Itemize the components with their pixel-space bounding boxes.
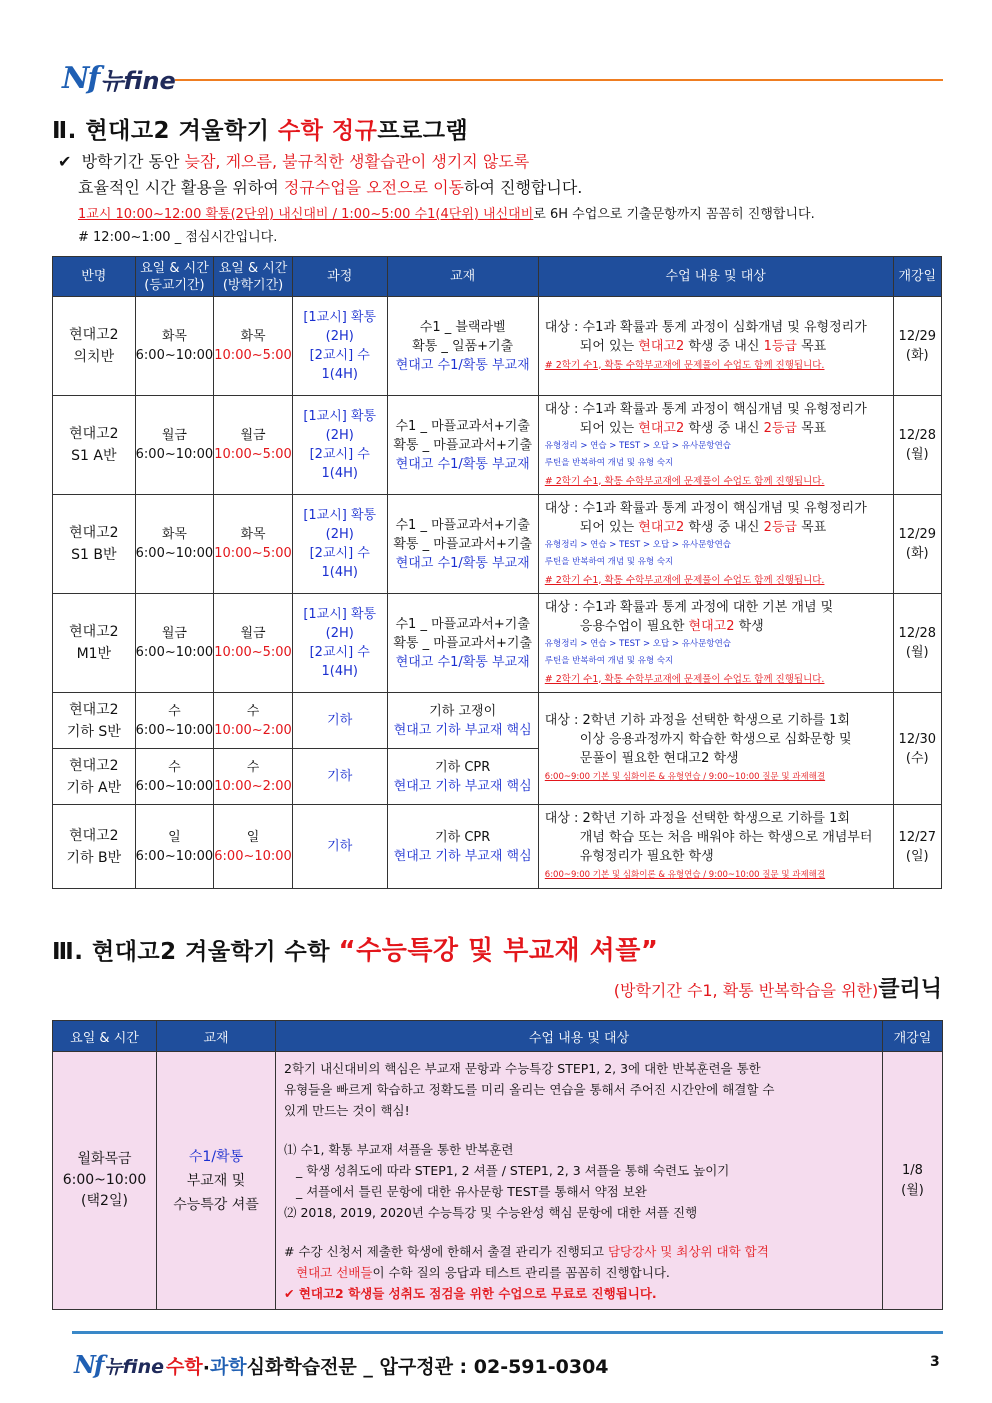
col-start: 개강일 [883, 1021, 943, 1052]
section2-title: Ⅱ. 현대고2 겨울학기 수학 정규프로그램 [52, 118, 469, 144]
table-row: 현대고2 기하 S반 수 6:00~10:00 수 10:00~2:00 기하 기하 고쟁이 현대고 기하 부교재 핵심 대상 : 2학년 기하 과정을 선택한 학생으로 기하를 1회 이상 응용과정까지 학습한 학생으로 심화문항 및 문풀이 필요한 현대고2 학생 6:00~9:00 기본 및 심화이론 & 유형연습 / 9:00~10:00 질문 및 과제해결 12/30 (수) [53, 693, 942, 749]
col-start: 개강일 [893, 257, 941, 297]
footer-text: 심화학습전문 _ 압구정관 : 02-591-0304 [246, 1356, 609, 1378]
col-time: 요일 & 시간 [53, 1021, 157, 1052]
footer-dot: · [202, 1357, 210, 1379]
section2-line1: ✔ 방학기간 동안 늦잠, 게으름, 불규칙한 생활습관이 생기지 않도록 [58, 152, 530, 171]
section2-line4: # 12:00~1:00 _ 점심시간입니다. [78, 230, 278, 245]
table-row: 현대고2 S1 B반 화목 6:00~10:00 화목 10:00~5:00 [1교시] 확통(2H) [2교시] 수1(4H) 수1 _ 마플교과서+기출 확통 _ 마플교과서+기출 현대고 수1/확통 부교재 대상 : 수1과 확률과 통계 과정이 핵심개념 및 유형정리가 되어 있는 현대고2 학생 중 내신 2등급 목표 유형정리 > 연습 > TEST > 오답 > 유사문항연습 루틴을 반복하여 개념 및 유형 숙지 # 2학기 수1, 확통 수학부교재에 문제풀이 수업도 함께 진행됩니다. 12/29 (화) [53, 495, 942, 594]
table-row: 현대고2 M1반 월금 6:00~10:00 월금 10:00~5:00 [1교시] 확통(2H) [2교시] 수1(4H) 수1 _ 마플교과서+기출 확통 _ 마플교과서+기출 현대고 수1/확통 부교재 대상 : 수1과 확률과 통계 과정에 대한 기본 개념 및 응용수업이 필요한 현대고2 학생 유형정리 > 연습 > TEST > 오답 > 유사문항연습 루틴을 반복하여 개념 및 유형 숙지 # 2학기 수1, 확통 수학부교재에 문제풀이 수업도 함께 진행됩니다. 12/28 (월) [53, 594, 942, 693]
col-vacation-time: 요일 & 시간 (방학기간) [214, 257, 293, 297]
table-header [53, 257, 942, 297]
section3-title: Ⅲ. 현대고2 겨울학기 수학 “수능특강 및 부교재 셔플” [52, 936, 659, 966]
table-row: 월화목금 6:00~10:00 (택2일) 수1/확통 부교재 및 수능특강 셔플 2학기 내신대비의 핵심은 부교재 문항과 수능특강 STEP1, 2, 3에 대한 반복훈련을 통한 유형들을 빠르게 학습하고 정확도를 미리 올리는 연습을 통해서 주어진 시간안에 해결할 수 있게 만드는 것이 핵심! ⑴ 수1, 확통 부교재 셔플을 통한 반복훈련 _ 학생 성취도에 따라 STEP1, 2 셔플 / STEP1, 2, 3 셔플을 통해 숙련도 높이기 _ 셔플에서 틀린 문항에 대한 유사문항 TEST를 통해서 약점 보완 ⑵ 2018, 2019, 2020년 수능특강 및 수능완성 핵심 문항에 대한 셔플 진행 # 수강 신청서 제출한 학생에 한해서 출결 관리가 진행되고 담당강사 및 최상위 대학 합격 현대고 선배들이 수학 질의 응답과 테스트 관리를 꼼꼼히 진행합니다. ✔ 현대고2 학생들 성취도 점검을 위한 수업으로 무료로 진행됩니다. 1/8 (월) [53, 1052, 943, 1310]
footer-rule [72, 1331, 943, 1334]
header-rule [175, 79, 943, 81]
footer [74, 1350, 609, 1379]
page-number: 3 [930, 1354, 940, 1370]
table-row: 현대고2 기하 B반 일 6:00~10:00 일 6:00~10:00 기하 기하 CPR 현대고 기하 부교재 핵심 대상 : 2학년 기하 과정을 선택한 학생으로 기하를 1회 개념 학습 또는 처음 배워야 하는 학생으로 개념부터 유형정리가 필요한 학생 6:00~9:00 기본 및 심화이론 & 유형연습 / 9:00~10:00 질문 및 과제해결 12/27 (일) [53, 805, 942, 889]
table-header [53, 1021, 943, 1052]
col-term-time: 요일 & 시간 (등교기간) [135, 257, 214, 297]
col-content: 수업 내용 및 대상 [276, 1021, 883, 1052]
section3-subtitle: (방학기간 수1, 확통 반복학습을 위한)클리닉 [613, 977, 942, 1002]
col-book: 교재 [157, 1021, 276, 1052]
col-course: 과정 [292, 257, 387, 297]
col-book: 교재 [387, 257, 538, 297]
clinic-table [52, 1020, 943, 1310]
table-row: 현대고2 S1 A반 월금 6:00~10:00 월금 10:00~5:00 [1교시] 확통(2H) [2교시] 수1(4H) 수1 _ 마플교과서+기출 확통 _ 마플교과서+기출 현대고 수1/확통 부교재 대상 : 수1과 확률과 통계 과정이 핵심개념 및 유형정리가 되어 있는 현대고2 학생 중 내신 2등급 목표 유형정리 > 연습 > TEST > 오답 > 유사문항연습 루틴을 반복하여 개념 및 유형 숙지 # 2학기 수1, 확통 수학부교재에 문제풀이 수업도 함께 진행됩니다. 12/28 (월) [53, 396, 942, 495]
section2-line2: 효율적인 시간 활용을 위하여 정규수업을 오전으로 이동하여 진행합니다. [78, 178, 583, 197]
schedule-table [52, 256, 942, 889]
col-content: 수업 내용 및 대상 [538, 257, 893, 297]
check-icon: ✔ [58, 152, 72, 171]
logo-mark: Nf [62, 61, 99, 96]
header-logo [62, 56, 176, 96]
footer-subject-science: 과학 [209, 1356, 247, 1378]
section2-line3: 1교시 10:00~12:00 확통(2단위) 내신대비 / 1:00~5:00 수1(4단위) 내신대비로 6H 수업으로 기출문항까지 꼼꼼히 진행합니다. [78, 207, 815, 222]
table-row: 현대고2 기하 A반 수 6:00~10:00 수 10:00~2:00 기하 기하 CPR 현대고 기하 부교재 핵심 [53, 749, 942, 805]
footer-logo-mark: Nf [74, 1350, 103, 1379]
col-class: 반명 [53, 257, 136, 297]
footer-subject-math: 수학 [166, 1356, 203, 1378]
footer-logo-text: 뉴fine [104, 1356, 164, 1378]
table-row: 현대고2 의치반 화목 6:00~10:00 화목 10:00~5:00 [1교시] 확통(2H) [2교시] 수1(4H) 수1 _ 블랙라벨 확통 _ 일품+기출 현대고 수1/확통 부교재 대상 : 수1과 확률과 통계 과정이 심화개념 및 유형정리가 되어 있는 현대고2 학생 중 내신 1등급 목표 # 2학기 수1, 확통 수학부교재에 문제풀이 수업도 함께 진행됩니다. 12/29 (화) [53, 297, 942, 396]
logo-text: 뉴fine [100, 67, 176, 95]
